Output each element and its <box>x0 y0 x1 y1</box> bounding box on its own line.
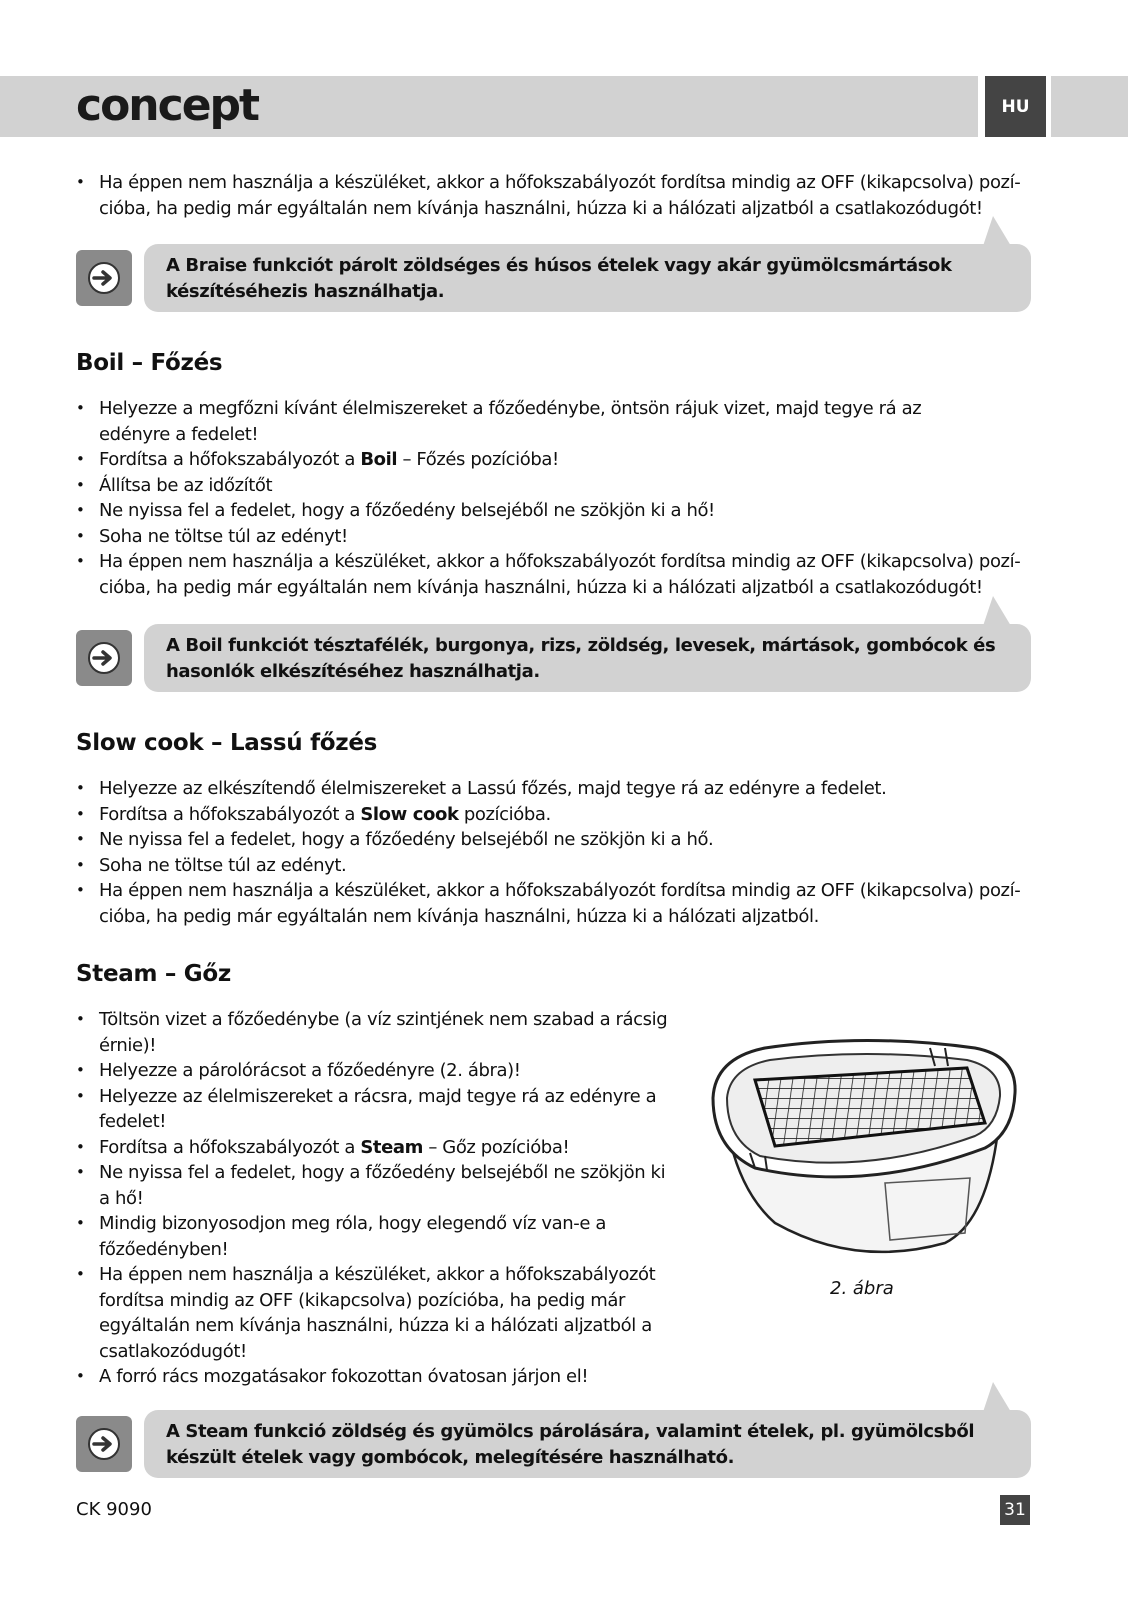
list-item <box>76 802 1036 828</box>
note-text: A Braise funkciót párolt zöldséges és húsos ételek vagy akár gyümölcsmártások készítéséhezis használhatja. <box>166 255 952 302</box>
section-title-steam: Steam – Gőz <box>76 961 231 987</box>
note-boil <box>76 624 1051 692</box>
note-text: A Boil funkciót tésztafélék, burgonya, rizs, zöldség, levesek, mártások, gombócok és hasonlók elkészítéséhez használhatja. <box>166 635 996 682</box>
boil-list <box>76 396 1036 600</box>
text-part: – Főzés pozícióba! <box>397 449 559 470</box>
list-item: • Mindig bizonyosodjon meg róla, hogy elegendő víz van-e a főzőedényben! <box>76 1211 676 1262</box>
bold-term: Boil <box>360 449 398 470</box>
list-item: • Állítsa be az időzítőt <box>76 473 1036 499</box>
list-item: • Ne nyissa fel a fedelet, hogy a főzőedény belsejéből ne szökjön ki a hő! <box>76 1160 676 1211</box>
steamer-pot-image <box>705 1018 1025 1268</box>
section-title-boil: Boil – Főzés <box>76 350 223 376</box>
note-bubble <box>144 244 1031 312</box>
list-item: • Helyezze a megfőzni kívánt élelmiszereket a főzőedénybe, öntsön rájuk vizet, majd tegye rá az edényre a fedelet! <box>76 396 1036 447</box>
arrow-right-circle-icon <box>84 1424 124 1464</box>
text-part: Fordítsa a hőfokszabályozót a <box>99 1136 361 1158</box>
text-part: Fordítsa a hőfokszabályozót a <box>99 803 361 825</box>
note-bubble <box>144 624 1031 692</box>
text-part: – Gőz pozícióba! <box>423 1136 570 1158</box>
note-icon-box <box>76 250 132 306</box>
arrow-right-circle-icon <box>84 638 124 678</box>
bubble-tail <box>983 596 1011 626</box>
list-item: • Soha ne töltse túl az edényt. <box>76 853 1036 879</box>
text-part: Fordítsa a hőfokszabályozót a <box>99 449 361 470</box>
intro-list <box>76 170 1036 221</box>
list-item: • Ha éppen nem használja a készüléket, akkor a hőfokszabályozót fordítsa mindig az OFF (kikapcsolva) pozí-cióba, ha pedig már egyáltalán nem kívánja használni, húzza ki a hálózati aljzatból a csatlakozódugót! <box>76 170 1036 221</box>
list-item: • Ha éppen nem használja a készüléket, akkor a hőfokszabályozót fordítsa mindig az OFF (kikapcsolva) pozí-cióba, ha pedig már egyáltalán nem kívánja használni, húzza ki a hálózati aljzatból. <box>76 878 1036 929</box>
list-item: • Ha éppen nem használja a készüléket, akkor a hőfokszabályozót fordítsa mindig az OFF (kikapcsolva) pozí-cióba, ha pedig már egyáltalán nem kívánja használni, húzza ki a hálózati aljzatból a csatlakozódugót! <box>76 549 1036 600</box>
figure-caption: 2. ábra <box>830 1278 894 1299</box>
arrow-right-circle-icon <box>84 258 124 298</box>
list-item <box>76 1135 676 1161</box>
text-part: pozícióba. <box>458 803 551 825</box>
note-bubble <box>144 1410 1031 1478</box>
brand-logo: concept <box>76 80 259 131</box>
list-item: • Töltsön vizet a főzőedénybe (a víz szintjének nem szabad a rácsig érnie)! <box>76 1007 676 1058</box>
page-number: 31 <box>1000 1495 1030 1525</box>
list-item: • Ha éppen nem használja a készüléket, akkor a hőfokszabályozót fordítsa mindig az OFF (kikapcsolva) pozícióba, ha pedig már egyáltalán nem kívánja használni, húzza ki a hálózati aljzatból a csatlakozódugót! <box>76 1262 676 1364</box>
bold-term: Slow cook <box>360 803 459 825</box>
section-title-slow-cook: Slow cook – Lassú főzés <box>76 730 378 756</box>
note-icon-box <box>76 630 132 686</box>
list-item: • Helyezze az elkészítendő élelmiszereket a Lassú főzés, majd tegye rá az edényre a fedelet. <box>76 776 1036 802</box>
note-icon-box <box>76 1416 132 1472</box>
list-item: • Ne nyissa fel a fedelet, hogy a főzőedény belsejéből ne szökjön ki a hő. <box>76 827 1036 853</box>
note-steam <box>76 1410 1051 1478</box>
slow-cook-list <box>76 776 1036 929</box>
steam-list <box>76 1007 676 1390</box>
bubble-tail <box>983 216 1011 246</box>
bold-term: Steam <box>360 1136 424 1158</box>
list-item: • Soha ne töltse túl az edényt! <box>76 524 1036 550</box>
list-item: • Helyezze az élelmiszereket a rácsra, majd tegye rá az edényre a fedelet! <box>76 1084 676 1135</box>
list-item: • A forró rács mozgatásakor fokozottan óvatosan járjon el! <box>76 1364 676 1390</box>
bubble-tail <box>983 1382 1011 1412</box>
steamer-rack-illustration <box>705 1018 1025 1268</box>
note-braise <box>76 244 1051 312</box>
language-badge: HU <box>985 76 1046 137</box>
list-item: • Ne nyissa fel a fedelet, hogy a főzőedény belsejéből ne szökjön ki a hő! <box>76 498 1036 524</box>
header-band-right <box>1051 76 1128 137</box>
list-item: • Helyezze a párolórácsot a főzőedényre (2. ábra)! <box>76 1058 676 1084</box>
list-item <box>76 447 1036 473</box>
note-text: A Steam funkció zöldség és gyümölcs párolására, valamint ételek, pl. gyümölcsből készült ételek vagy gombócok, melegítésére használható. <box>166 1421 975 1468</box>
model-number: CK 9090 <box>76 1499 152 1520</box>
